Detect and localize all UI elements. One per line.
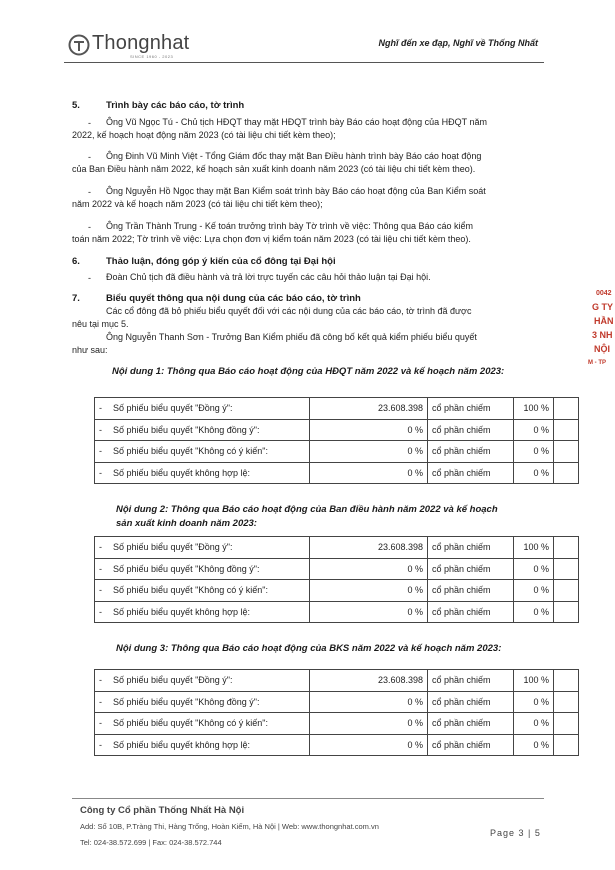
vote-percent: 0 % bbox=[514, 734, 554, 756]
vote-percent: 0 % bbox=[514, 462, 554, 484]
vote-label: Số phiếu biểu quyết "Không đồng ý": bbox=[113, 696, 260, 707]
bullet-dash: - bbox=[88, 222, 91, 232]
table-row: - Số phiếu biểu quyết "Đồng ý": 23.608.398 cổ phần chiếm 100 % bbox=[95, 670, 579, 692]
section-5-item-1-line-2: 2022, kế hoạch hoạt động năm 2023 (có tài liệu chi tiết kèm theo); bbox=[72, 130, 336, 140]
vote-2-title-line-1: Nội dung 2: Thông qua Báo cáo hoạt động của Ban điều hành năm 2022 và kế hoạch bbox=[116, 504, 498, 515]
bullet-dash: - bbox=[88, 152, 91, 162]
footer-company-name: Công ty Cổ phần Thống Nhất Hà Nội bbox=[80, 805, 245, 816]
footer-address: Add: Số 10B, P.Tràng Thi, Hàng Trống, Hoàn Kiếm, Hà Nội | Web: www.thongnhat.com.vn bbox=[80, 822, 379, 831]
vote-percent: 0 % bbox=[514, 441, 554, 463]
table-row: - Số phiếu biểu quyết không hợp lệ: 0 % cổ phần chiếm 0 % bbox=[95, 601, 579, 623]
section-7-intro-line-2: nêu tại mục 5. bbox=[72, 319, 129, 329]
share-label: cổ phần chiếm bbox=[428, 441, 514, 463]
page-header bbox=[64, 28, 544, 62]
table-row: - Số phiếu biểu quyết "Không có ý kiến": 0 % cổ phần chiếm 0 % bbox=[95, 580, 579, 602]
vote-percent: 100 % bbox=[514, 670, 554, 692]
table-row: - Số phiếu biểu quyết không hợp lệ: 0 % cổ phần chiếm 0 % bbox=[95, 734, 579, 756]
section-6-heading: 6. Thảo luận, đóng góp ý kiến của cổ đông tại Đại hội bbox=[72, 256, 336, 267]
section-5-heading: 5. Trình bày các báo cáo, tờ trình bbox=[72, 100, 245, 111]
vote-count: 0 % bbox=[310, 558, 428, 580]
section-5-item-1-line-1: Ông Vũ Ngọc Tú - Chủ tịch HĐQT thay mặt HĐQT trình bày Báo cáo hoạt động của HĐQT năm bbox=[106, 117, 488, 127]
vote-label: Số phiếu biểu quyết "Không đồng ý": bbox=[113, 563, 260, 574]
bullet-dash: - bbox=[88, 273, 91, 283]
vote-3-title: Nội dung 3: Thông qua Báo cáo hoạt động của BKS năm 2022 và kế hoạch năm 2023: bbox=[116, 643, 502, 654]
vote-percent: 100 % bbox=[514, 537, 554, 559]
section-5-item-2-line-2: của Ban Điều hành năm 2022, kế hoạch sản xuất kinh doanh năm 2023 (có tài liệu chi tiết kèm theo). bbox=[72, 164, 476, 174]
vote-percent: 0 % bbox=[514, 419, 554, 441]
vote-label: Số phiếu biểu quyết "Đồng ý": bbox=[113, 403, 233, 414]
logo-circle-icon bbox=[68, 34, 90, 56]
vote-count: 0 % bbox=[310, 419, 428, 441]
vote-count: 23.608.398 bbox=[310, 537, 428, 559]
section-5-item-3-line-1: Ông Nguyễn Hồ Ngọc thay mặt Ban Kiểm soát trình bày Báo cáo hoạt động của Ban Kiểm soát bbox=[106, 186, 486, 196]
vote-label: Số phiếu biểu quyết "Không có ý kiến": bbox=[113, 446, 268, 457]
vote-label: Số phiếu biểu quyết "Đồng ý": bbox=[113, 675, 233, 686]
company-logo bbox=[68, 32, 228, 60]
footer-divider bbox=[72, 798, 544, 799]
vote-count: 0 % bbox=[310, 713, 428, 735]
share-label: cổ phần chiếm bbox=[428, 670, 514, 692]
vote-1-title: Nội dung 1: Thông qua Báo cáo hoạt động của HĐQT năm 2022 và kế hoạch năm 2023: bbox=[112, 366, 505, 377]
table-row: - Số phiếu biểu quyết "Đồng ý": 23.608.398 cổ phần chiếm 100 % bbox=[95, 537, 579, 559]
vote-count: 0 % bbox=[310, 691, 428, 713]
share-label: cổ phần chiếm bbox=[428, 537, 514, 559]
vote-count: 0 % bbox=[310, 734, 428, 756]
vote-count: 23.608.398 bbox=[310, 670, 428, 692]
share-label: cổ phần chiếm bbox=[428, 558, 514, 580]
share-label: cổ phần chiếm bbox=[428, 419, 514, 441]
vote-count: 0 % bbox=[310, 580, 428, 602]
logo-since: SINCE 1960 - 2023 bbox=[130, 54, 174, 59]
vote-label: Số phiếu biểu quyết không hợp lệ: bbox=[113, 467, 251, 478]
vote-label: Số phiếu biểu quyết "Không đồng ý": bbox=[113, 424, 260, 435]
section-5-item-4-line-1: Ông Trần Thành Trung - Kế toán trưởng trình bày Tờ trình về việc: Thông qua Báo cáo kiểm bbox=[106, 221, 474, 231]
vote-percent: 0 % bbox=[514, 713, 554, 735]
section-6-item: Đoàn Chủ tịch đã điều hành và trả lời trực tuyến các câu hỏi thảo luận tại Đại hội. bbox=[106, 272, 431, 282]
header-divider bbox=[64, 62, 544, 63]
vote-count: 23.608.398 bbox=[310, 398, 428, 420]
vote-2-table bbox=[94, 536, 579, 623]
vote-percent: 0 % bbox=[514, 558, 554, 580]
bullet-dash: - bbox=[88, 187, 91, 197]
table-row: - Số phiếu biểu quyết "Không có ý kiến": 0 % cổ phần chiếm 0 % bbox=[95, 713, 579, 735]
vote-2-title-line-2: sản xuất kinh doanh năm 2023: bbox=[116, 518, 257, 529]
table-row: - Số phiếu biểu quyết "Không đồng ý": 0 % cổ phần chiếm 0 % bbox=[95, 419, 579, 441]
vote-label: Số phiếu biểu quyết "Không có ý kiến": bbox=[113, 718, 268, 729]
share-label: cổ phần chiếm bbox=[428, 398, 514, 420]
share-label: cổ phần chiếm bbox=[428, 580, 514, 602]
share-label: cổ phần chiếm bbox=[428, 601, 514, 623]
vote-percent: 100 % bbox=[514, 398, 554, 420]
company-seal-stamp: 0042 G TY HẦN 3 NH NỘI M - TP bbox=[588, 290, 614, 366]
logo-wordmark: Thongnhat bbox=[92, 32, 190, 54]
section-5-item-4-line-2: toán năm 2022; Tờ trình về việc: Lựa chọn đơn vị kiểm toán năm 2023 (có tài liệu chi tiết kèm theo). bbox=[72, 234, 471, 244]
share-label: cổ phần chiếm bbox=[428, 462, 514, 484]
vote-count: 0 % bbox=[310, 441, 428, 463]
section-7-intro-line-4: như sau: bbox=[72, 345, 108, 355]
vote-count: 0 % bbox=[310, 601, 428, 623]
vote-1-table bbox=[94, 397, 579, 484]
footer-phone-fax: Tel: 024-38.572.699 | Fax: 024-38.572.744 bbox=[80, 838, 222, 847]
page-number: Page 3 | 5 bbox=[490, 828, 541, 838]
section-5-item-3-line-2: năm 2022 và kế hoạch năm 2023 (có tài liệu chi tiết kèm theo); bbox=[72, 199, 323, 209]
share-label: cổ phần chiếm bbox=[428, 691, 514, 713]
section-7-intro-line-3: Ông Nguyễn Thanh Sơn - Trưởng Ban Kiểm phiếu đã công bố kết quả kiểm phiếu biểu quyết bbox=[106, 332, 477, 342]
section-7-heading: 7. Biểu quyết thông qua nội dung của các báo cáo, tờ trình bbox=[72, 293, 361, 304]
table-row: - Số phiếu biểu quyết "Không đồng ý": 0 % cổ phần chiếm 0 % bbox=[95, 558, 579, 580]
vote-percent: 0 % bbox=[514, 580, 554, 602]
vote-label: Số phiếu biểu quyết "Đồng ý": bbox=[113, 542, 233, 553]
header-tagline: Nghĩ đến xe đạp, Nghĩ về Thống Nhất bbox=[378, 38, 538, 48]
vote-count: 0 % bbox=[310, 462, 428, 484]
section-5-item-2-line-1: Ông Đinh Vũ Minh Việt - Tổng Giám đốc thay mặt Ban Điều hành trình bày Báo cáo hoạt động bbox=[106, 151, 482, 161]
vote-percent: 0 % bbox=[514, 691, 554, 713]
share-label: cổ phần chiếm bbox=[428, 713, 514, 735]
table-row: - Số phiếu biểu quyết "Không đồng ý": 0 % cổ phần chiếm 0 % bbox=[95, 691, 579, 713]
table-row: - Số phiếu biểu quyết "Không có ý kiến": 0 % cổ phần chiếm 0 % bbox=[95, 441, 579, 463]
share-label: cổ phần chiếm bbox=[428, 734, 514, 756]
vote-label: Số phiếu biểu quyết không hợp lệ: bbox=[113, 606, 251, 617]
section-7-intro-line-1: Các cổ đông đã bỏ phiếu biểu quyết đối với các nội dung của các báo cáo, tờ trình đã được bbox=[106, 306, 472, 316]
vote-label: Số phiếu biểu quyết "Không có ý kiến": bbox=[113, 585, 268, 596]
vote-label: Số phiếu biểu quyết không hợp lệ: bbox=[113, 739, 251, 750]
bullet-dash: - bbox=[88, 118, 91, 128]
vote-3-table bbox=[94, 669, 579, 756]
table-row: - Số phiếu biểu quyết "Đồng ý": 23.608.398 cổ phần chiếm 100 % bbox=[95, 398, 579, 420]
vote-percent: 0 % bbox=[514, 601, 554, 623]
table-row: - Số phiếu biểu quyết không hợp lệ: 0 % cổ phần chiếm 0 % bbox=[95, 462, 579, 484]
